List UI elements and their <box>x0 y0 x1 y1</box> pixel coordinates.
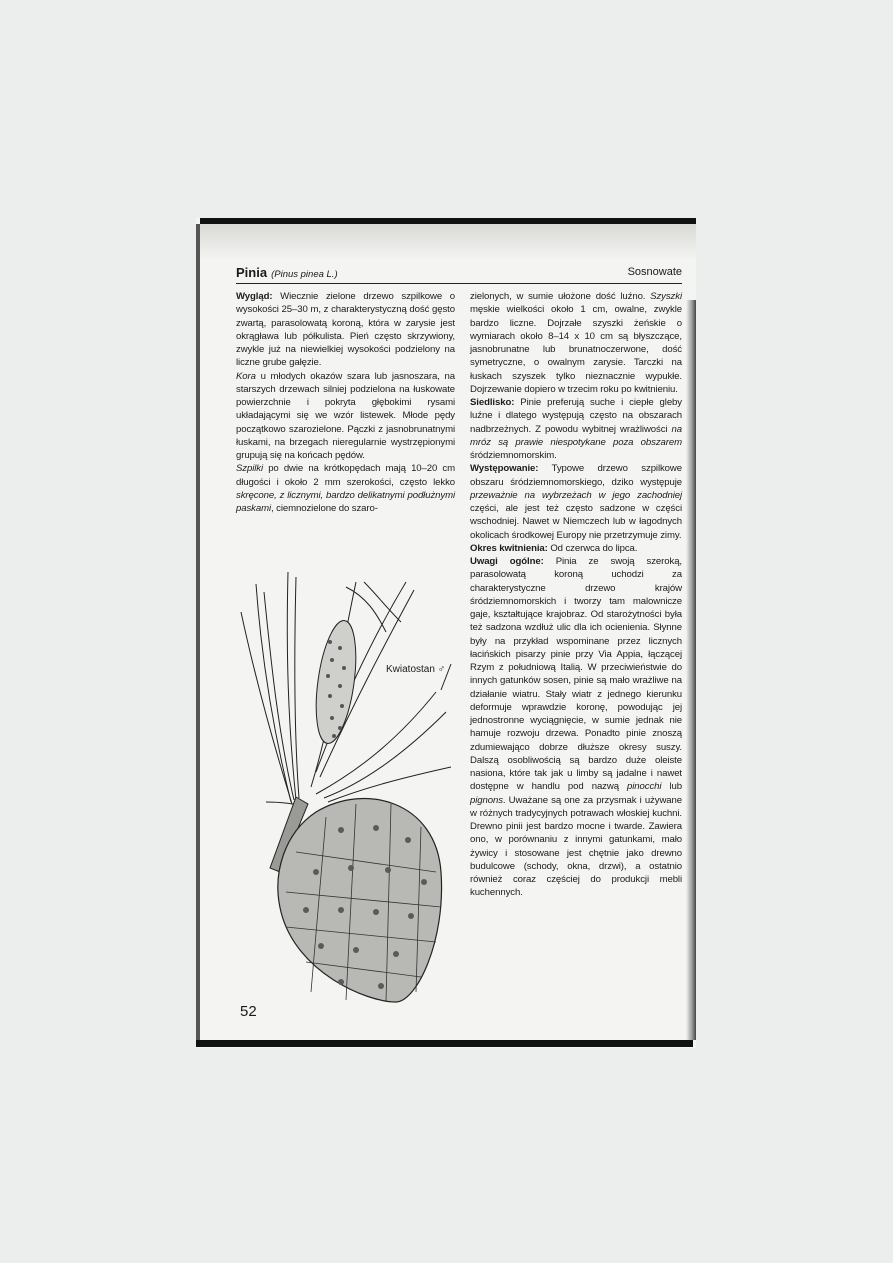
text-uwagi-b: lub <box>661 781 682 793</box>
page-number: 52 <box>240 1003 257 1020</box>
scan-border-bottom <box>196 1040 693 1047</box>
species-name: Pinia <box>236 265 268 280</box>
label-wystepowanie: Występowanie: <box>470 463 539 475</box>
scan-border-left <box>196 224 200 1044</box>
label-siedlisko: Siedlisko: <box>470 397 515 408</box>
paragraph-siedlisko <box>470 396 682 462</box>
left-column <box>236 290 455 515</box>
paragraph-wystepowanie <box>470 462 682 542</box>
family-name: Sosnowate <box>627 266 682 278</box>
text-szpilki-b: , ciemnozielone do szaro- <box>271 503 378 514</box>
text-uwagi-c: . Uważane są one za przysmak i używane w różnych tradycyjnych potrawach włoskiej kuchni. Drewno pinii jest bardzo mocne i twarde. Zawiera ono, w porównaniu z innymi gatunkami, mało żywicy i stosowane jest chętnie jako drewno budulcowe (schody, okna, drzwi), a ostatnio również coraz częściej do produkcji mebli kuchennych. <box>470 794 682 899</box>
text-siedlisko-a: Pinie preferują suche i ciepłe gleby luźne i dlatego występują często na obszarach nadbrzeżnych. Z powodu wybitnej wrażliwości <box>470 397 682 435</box>
pine-cone-illustration <box>236 572 464 1004</box>
text-szpilki-italic: skręcone, z licznymi, bardzo delikatnymi podłużnymi paskami <box>236 489 455 514</box>
label-wyglad: Wygląd: <box>236 291 273 302</box>
text-szpilki-a: po dwie na krótkopędach mają 10–20 cm długości i około 2 mm szerokości, często lekko <box>236 463 455 488</box>
text-uwagi-pinocchi: pinocchi <box>627 781 662 793</box>
text-siedlisko-b: śródziemnomorskim. <box>470 450 557 461</box>
scan-border-right <box>686 300 696 1040</box>
paragraph-uwagi <box>470 555 682 900</box>
paragraph-szpilki <box>236 462 455 515</box>
species-title <box>236 265 338 280</box>
male-flower-icon <box>310 618 363 746</box>
paragraph-szyszki <box>470 290 682 396</box>
scan-shadow-top <box>200 224 696 260</box>
text-siedlisko-italic: na mróz są prawie niespotykane poza obszarem <box>470 423 682 448</box>
label-uwagi: Uwagi ogólne: <box>470 556 544 567</box>
text-okres: Od czerwca do lipca. <box>547 542 638 554</box>
label-okres: Okres kwitnienia: <box>470 542 548 554</box>
text-uwagi-a: Pinia ze swoją szeroką, parasolowatą koroną uchodzi za charakterystyczne drzewo krajów śródziemnomorskich i tworzy tam malownicze gaje, kształtujące krajobraz. Od starożytności była też sadzona wzdłuż ulic dla ich ocienienia. Słynne były na przykład wspominane przez licznych łacińskich pisarzy pinie przy Via Appia, łączącej Rzym z południową Italią. W przeciwieństwie do innych gatunków sosen, pinie są mało wrażliwe na działanie wiatru. Stały wiatr z jednego kierunku deformuje wprawdzie koronę, powodując jej jednostronne wyciągnięcie, w sumie jednak nie hamuje rozwoju drzewa. Ponadto pinie znoszą zdumiewająco dobrze dłuższe okresy suszy. Dalszą osobliwością są bardzo duże oleiste nasiona, które tak jak u limby są jadalne i nawet dostępne w handlu pod nazwą <box>470 556 682 793</box>
text-szyszki-b: męskie wielkości około 1 cm, owalne, zwykle bardzo liczne. Dojrzałe szyszki żeńskie o wymiarach około 8–14 x 10 cm są błyszczące, jasnobrunatne lub brunatnoczerwone, dość symetryczne, o owalnym zarysie. Tarczki na łuskach szyszek tylko nieznacznie wypukłe. Dojrzewanie dopiero w trzecim roku po kwitnieniu. <box>470 304 682 395</box>
paragraph-wyglad <box>236 290 455 370</box>
illustration-caption: Kwiatostan ♂ <box>386 664 446 675</box>
text-kora: u młodych okazów szara lub jasnoszara, na starszych drzewach silniej podzielona na łuskowate powierzchnie i pokryta głębokimi rysami układającymi się we wzór listewek. Młode pędy początkowo szarozielone. Pączki z jasnobrunatnymi łuskami, na brzegach nieregularnie wystrzępionymi grupują się na końcach pędów. <box>236 370 455 461</box>
text-wystepowanie-a: Typowe drzewo szpilkowe obszaru śródziemnomorskiego, dziko występuje <box>470 463 682 488</box>
text-wyglad: Wiecznie zielone drzewo szpilkowe o wysokości 25–30 m, z charakterystyczną dość gęsto zwartą, parasolowatą koroną, która w zarysie jest okrągława lub półkulista. Pień często skrzywiony, zwykle już na niewielkiej wysokości podzielony na liczne grube gałęzie. <box>236 291 455 369</box>
female-cone-icon <box>278 799 442 1003</box>
label-kora: Kora <box>236 370 256 382</box>
page-header <box>236 263 682 284</box>
paragraph-okres <box>470 542 682 555</box>
label-szpilki: Szpilki <box>236 463 264 475</box>
right-column <box>470 290 682 900</box>
text-wystepowanie-italic: przeważnie na wybrzeżach w jego zachodniej <box>470 489 682 501</box>
latin-name: (Pinus pinea L.) <box>271 269 338 280</box>
text-wystepowanie-b: części, ale jest też często sadzone w części wschodniej. Nawet w Niemczech lub w łagodnych okolicach środkowej Europy nie przetrzymuje zimy. <box>470 503 682 541</box>
text-uwagi-pignons: pignons <box>470 794 503 806</box>
paragraph-kora <box>236 370 455 463</box>
label-szyszki: Szyszki <box>650 291 682 302</box>
text-szyszki-a: zielonych, w sumie ułożone dość luźno. <box>470 291 651 302</box>
